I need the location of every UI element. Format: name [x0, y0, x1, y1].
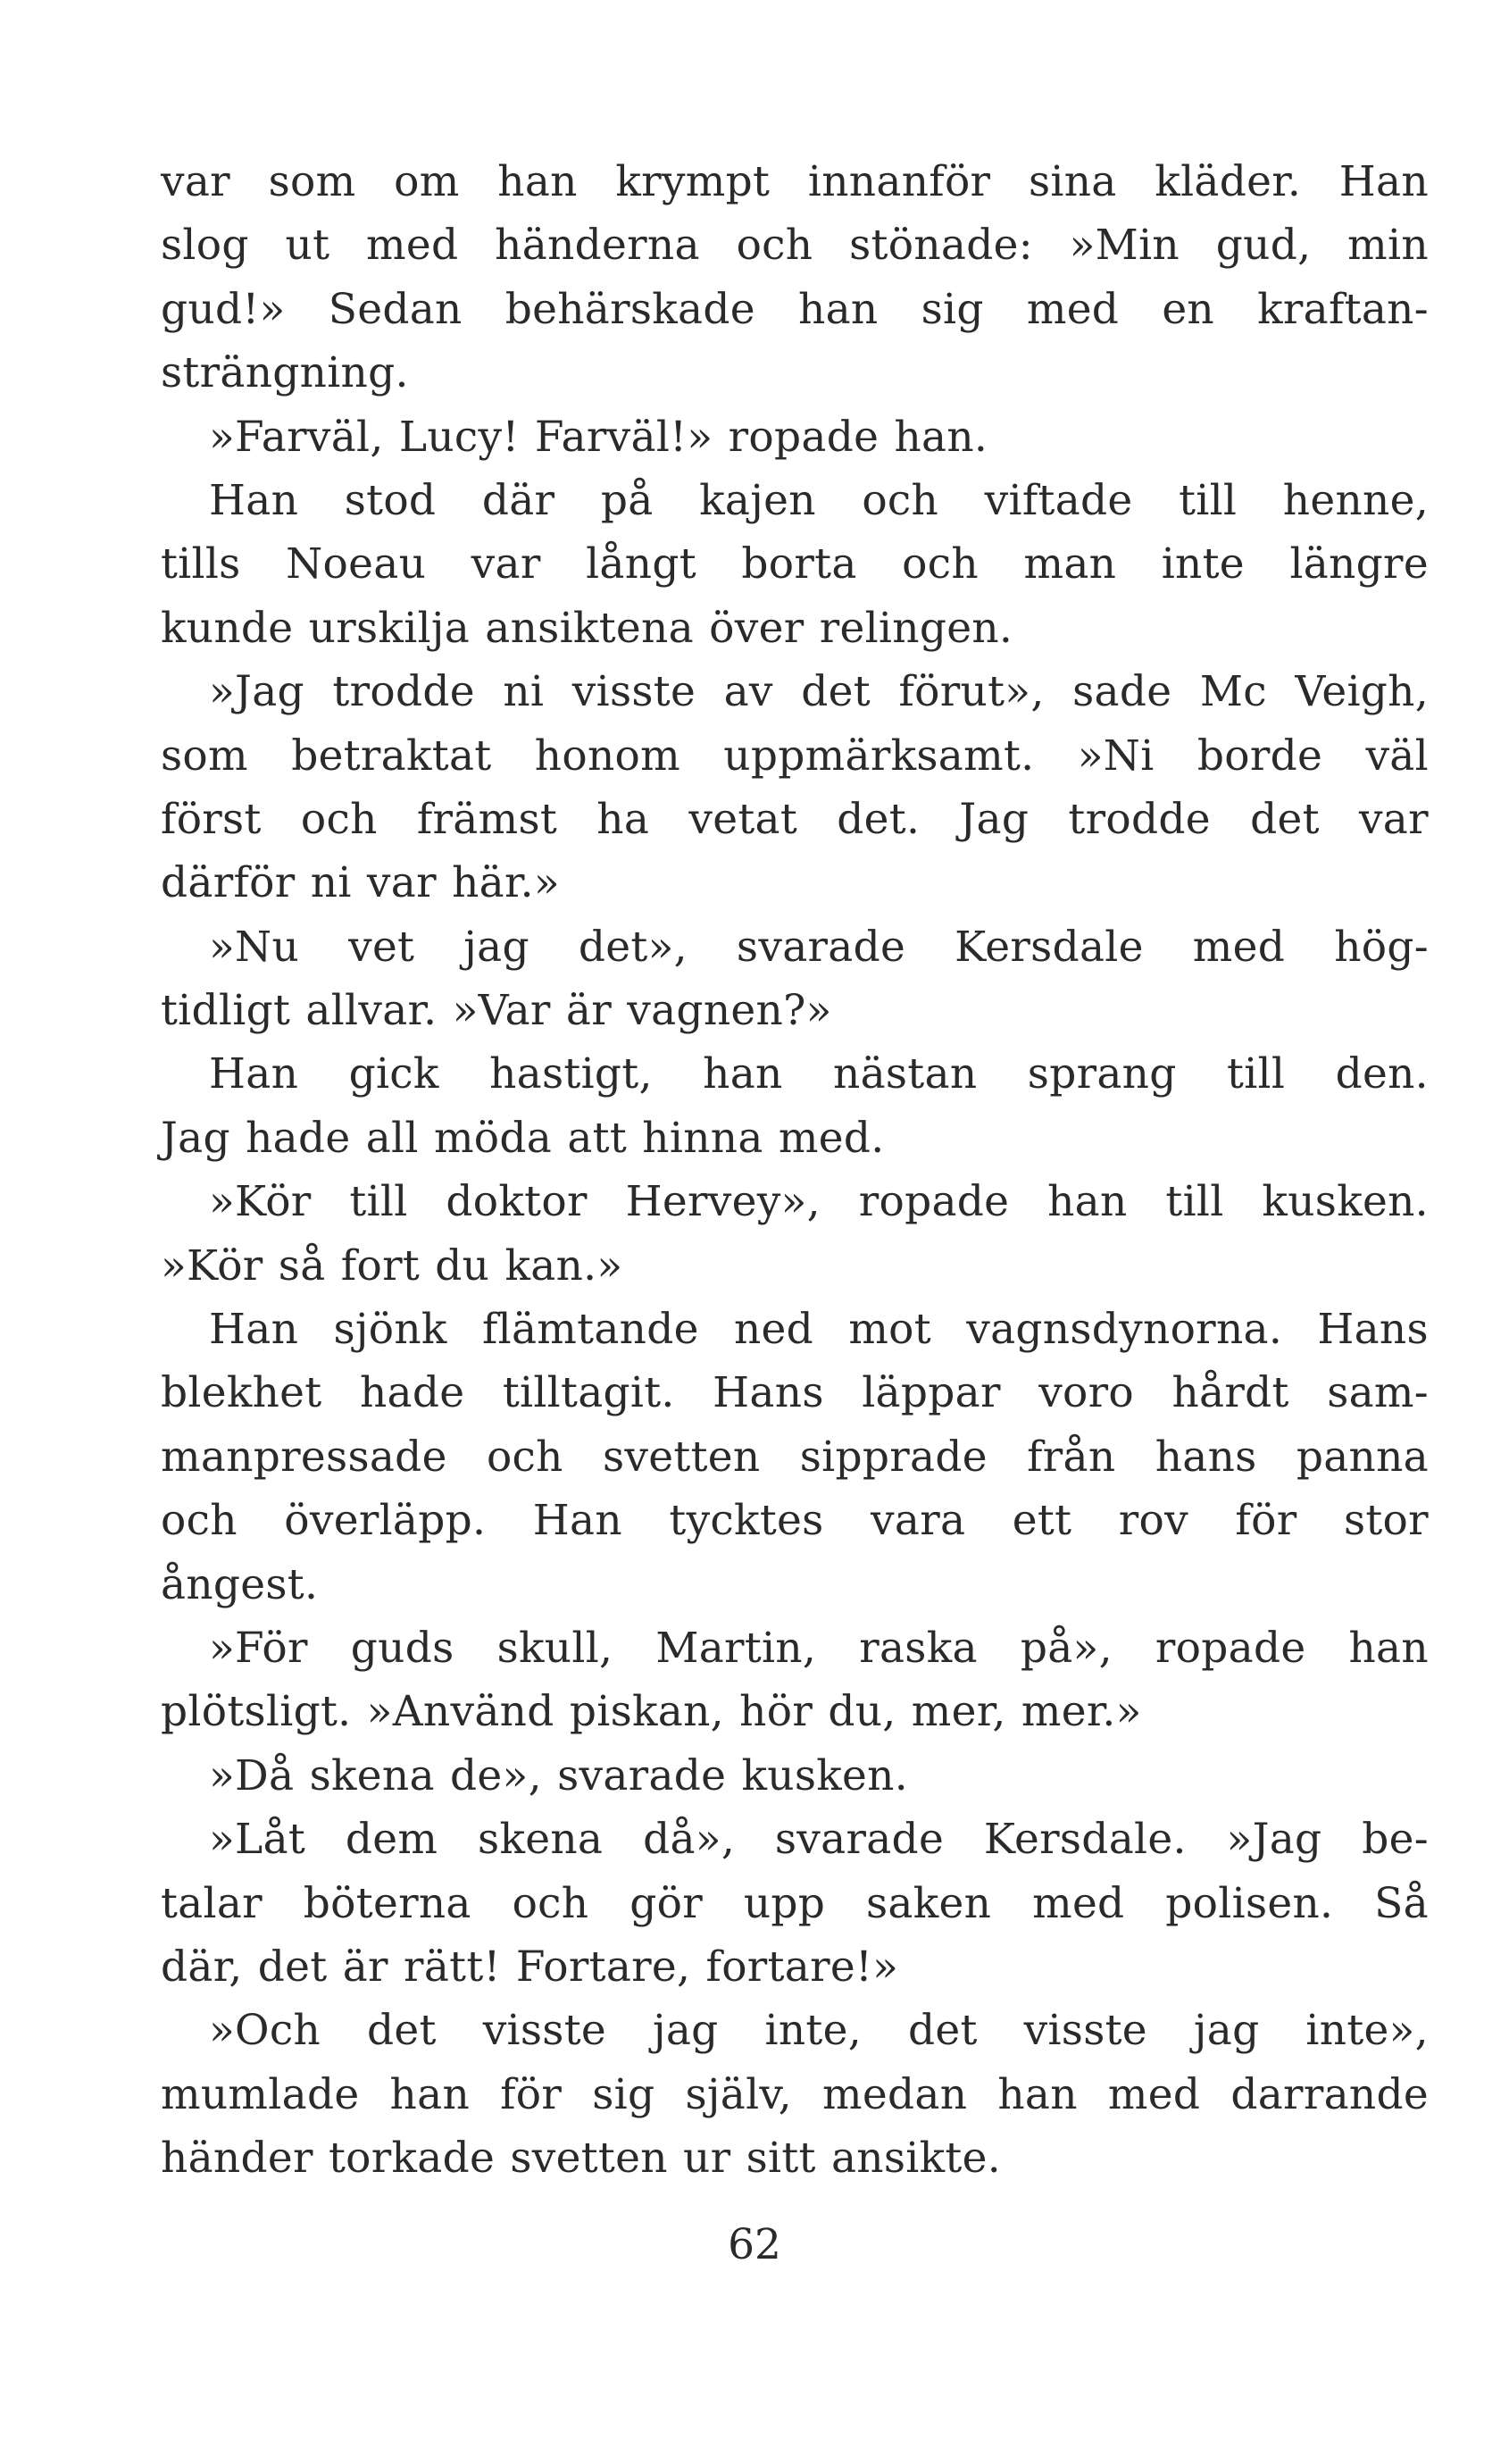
- word: han: [497, 157, 578, 206]
- word: hastigt,: [489, 1049, 653, 1099]
- word: »För: [209, 1623, 308, 1673]
- text-line: [161, 1616, 1429, 1680]
- text-line: [161, 1999, 1429, 2062]
- word: stönade:: [849, 221, 1033, 271]
- word: blekhet: [161, 1368, 322, 1418]
- word: böterna: [303, 1878, 471, 1928]
- text-line: ångest.: [161, 1559, 319, 1609]
- word: som: [268, 157, 356, 206]
- word: det.: [837, 794, 921, 844]
- word: kläder.: [1155, 157, 1302, 206]
- word: »Ni: [1077, 731, 1155, 781]
- word: till: [1179, 475, 1238, 525]
- word: med: [1192, 922, 1286, 972]
- word: stor: [1343, 1496, 1429, 1546]
- word: med: [366, 221, 459, 271]
- word: jag: [463, 922, 529, 972]
- word: själv,: [685, 2069, 792, 2119]
- word: sjönk: [333, 1305, 447, 1355]
- word: sina: [1028, 157, 1117, 206]
- text-line: [161, 1872, 1429, 1935]
- text-line: [161, 724, 1429, 788]
- text-line: därför ni var här.»: [161, 858, 560, 908]
- word: med: [1026, 284, 1120, 334]
- text-line: [161, 1298, 1429, 1361]
- word: henne,: [1282, 475, 1429, 525]
- word: »Jag: [209, 667, 304, 717]
- text-line: »Kör så fort du kan.»: [161, 1240, 623, 1290]
- word: det»,: [578, 922, 688, 972]
- text-line: [161, 278, 1429, 341]
- word: till: [349, 1177, 408, 1227]
- word: Han: [209, 475, 299, 525]
- word: ned: [733, 1305, 814, 1355]
- text-line: där, det är rätt! Fortare, fortare!»: [161, 1942, 899, 1992]
- word: gör: [629, 1878, 703, 1928]
- word: först: [161, 794, 262, 844]
- text-line: kunde urskilja ansiktena över relingen.: [161, 603, 1013, 653]
- word: sam-: [1327, 1368, 1429, 1418]
- word: skull,: [496, 1623, 613, 1673]
- word: han: [1348, 1623, 1429, 1673]
- word: vetat: [688, 794, 798, 844]
- word: han: [703, 1049, 783, 1099]
- word: visste: [571, 667, 696, 717]
- word: och: [902, 539, 979, 589]
- word: och: [486, 1432, 563, 1482]
- word: det: [801, 667, 871, 717]
- word: kajen: [699, 475, 816, 525]
- word: borta: [741, 539, 857, 589]
- word: »Jag: [1226, 1815, 1322, 1865]
- word: raska: [859, 1623, 978, 1673]
- word: på»,: [1020, 1623, 1113, 1673]
- word: och: [161, 1496, 238, 1546]
- word: saken: [866, 1878, 992, 1928]
- word: med: [1032, 1878, 1125, 1928]
- word: darrande: [1230, 2069, 1429, 2119]
- word: överläpp.: [284, 1496, 487, 1546]
- body-text: [161, 150, 1429, 2191]
- word: på: [600, 475, 654, 525]
- word: innanför: [807, 157, 991, 206]
- word: han: [798, 284, 879, 334]
- word: tills: [161, 539, 241, 589]
- word: rov: [1118, 1496, 1188, 1546]
- word: skena: [478, 1815, 604, 1865]
- word: inte: [1161, 539, 1245, 589]
- word: guds: [350, 1623, 454, 1673]
- word: som: [161, 731, 248, 781]
- word: talar: [161, 1878, 263, 1928]
- word: behärskade: [504, 284, 755, 334]
- text-line: [161, 1489, 1429, 1552]
- word: borde: [1196, 731, 1323, 781]
- word: kusken.: [1262, 1177, 1429, 1227]
- word: svarade: [774, 1815, 945, 1865]
- word: jag: [1193, 2006, 1260, 2056]
- word: Noeau: [286, 539, 427, 589]
- word: polisen.: [1165, 1878, 1334, 1928]
- text-line: [161, 1425, 1429, 1489]
- word: Så: [1374, 1878, 1429, 1928]
- word: han: [997, 2069, 1078, 2119]
- word: händerna: [495, 221, 700, 271]
- word: längre: [1289, 539, 1429, 589]
- word: Han: [532, 1496, 622, 1546]
- word: hans: [1155, 1432, 1257, 1482]
- text-line: [161, 915, 1429, 979]
- word: hade: [359, 1368, 465, 1418]
- word: medan: [822, 2069, 968, 2119]
- word: Veigh,: [1295, 667, 1429, 717]
- text-line: strängning.: [161, 348, 409, 398]
- word: inte,: [764, 2006, 862, 2056]
- word: uppmärksamt.: [723, 731, 1035, 781]
- word: han: [1047, 1177, 1128, 1227]
- text-line: händer torkade svetten ur sitt ansikte.: [161, 2134, 1001, 2184]
- word: ropade: [1155, 1623, 1306, 1673]
- text-line: [161, 660, 1429, 723]
- word: hög-: [1334, 922, 1429, 972]
- word: panna: [1296, 1432, 1429, 1482]
- word: svetten: [603, 1432, 761, 1482]
- word: Sedan: [328, 284, 463, 334]
- text-line: [161, 2063, 1429, 2126]
- word: för: [1235, 1496, 1297, 1546]
- word: vet: [348, 922, 415, 972]
- text-line: [161, 788, 1429, 851]
- word: jag: [652, 2006, 719, 2056]
- word: vara: [871, 1496, 966, 1546]
- word: visste: [482, 2006, 607, 2056]
- text-line: [161, 532, 1429, 596]
- word: man: [1023, 539, 1117, 589]
- text-line: plötsligt. »Använd piskan, hör du, mer, mer.»: [161, 1687, 1142, 1737]
- word: min: [1347, 221, 1429, 271]
- word: doktor: [446, 1177, 588, 1227]
- word: »Kör: [209, 1177, 312, 1227]
- word: flämtande: [481, 1305, 699, 1355]
- text-line: [161, 213, 1429, 277]
- word: för: [500, 2069, 563, 2119]
- word: betraktat: [291, 731, 492, 781]
- word: ropade: [858, 1177, 1010, 1227]
- word: främst: [416, 794, 558, 844]
- word: stod: [344, 475, 437, 525]
- word: slog: [161, 221, 249, 271]
- word: förut»,: [898, 667, 1045, 717]
- word: Kersdale: [955, 922, 1144, 972]
- word: sig: [592, 2069, 655, 2119]
- word: av: [723, 667, 773, 717]
- word: upp: [743, 1878, 826, 1928]
- word: från: [1027, 1432, 1116, 1482]
- text-line: »Då skena de», svarade kusken.: [209, 1750, 908, 1800]
- word: visste: [1023, 2006, 1147, 2056]
- text-line: »Farväl, Lucy! Farväl!» ropade han.: [209, 412, 988, 462]
- word: inte»,: [1305, 2006, 1429, 2056]
- word: sprang: [1027, 1049, 1177, 1099]
- word: voro: [1038, 1368, 1135, 1418]
- word: och: [512, 1878, 589, 1928]
- word: trodde: [1068, 794, 1211, 844]
- word: sipprade: [799, 1432, 988, 1482]
- word: Han: [209, 1049, 299, 1099]
- word: gick: [348, 1049, 439, 1099]
- word: läppar: [862, 1368, 1001, 1418]
- word: ha: [596, 794, 650, 844]
- word: var: [1358, 794, 1429, 844]
- page-number: 62: [728, 2220, 781, 2269]
- word: vagnsdynorna.: [966, 1305, 1283, 1355]
- word: hårdt: [1171, 1368, 1289, 1418]
- word: ni: [503, 667, 545, 717]
- word: dem: [345, 1815, 438, 1865]
- word: ett: [1012, 1496, 1072, 1546]
- word: Han: [209, 1305, 299, 1355]
- text-line: [161, 1361, 1429, 1424]
- word: var: [161, 157, 230, 206]
- word: den.: [1335, 1049, 1429, 1099]
- text-line: [161, 1808, 1429, 1871]
- text-line: [161, 469, 1429, 532]
- word: »Min: [1069, 221, 1180, 271]
- word: långt: [586, 539, 696, 589]
- word: kraftan-: [1257, 284, 1429, 334]
- word: »Och: [209, 2006, 321, 2056]
- text-line: Jag hade all möda att hinna med.: [161, 1113, 885, 1163]
- word: viftade: [984, 475, 1133, 525]
- word: Kersdale.: [983, 1815, 1187, 1865]
- word: med: [1107, 2069, 1201, 2119]
- word: honom: [534, 731, 680, 781]
- word: Mc: [1199, 667, 1267, 717]
- word: Hans: [713, 1368, 824, 1418]
- word: och: [736, 221, 813, 271]
- word: sade: [1072, 667, 1172, 717]
- word: tilltagit.: [502, 1368, 675, 1418]
- word: »Låt: [209, 1815, 306, 1865]
- word: Han: [1338, 157, 1429, 206]
- word: det: [1250, 794, 1320, 844]
- word: och: [300, 794, 378, 844]
- word: mumlade: [161, 2069, 360, 2119]
- text-line: tidligt allvar. »Var är vagnen?»: [161, 986, 832, 1036]
- word: till: [1165, 1177, 1224, 1227]
- word: om: [394, 157, 460, 206]
- word: »Nu: [209, 922, 300, 972]
- word: trodde: [332, 667, 475, 717]
- word: nästan: [833, 1049, 978, 1099]
- word: tycktes: [669, 1496, 824, 1546]
- word: gud!»: [161, 284, 286, 334]
- word: då»,: [643, 1815, 736, 1865]
- word: Hans: [1317, 1305, 1429, 1355]
- text-line: [161, 1170, 1429, 1233]
- word: Martin,: [655, 1623, 817, 1673]
- word: till: [1227, 1049, 1286, 1099]
- word: det: [367, 2006, 437, 2056]
- word: var: [471, 539, 541, 589]
- word: Jag: [959, 794, 1030, 844]
- word: där: [481, 475, 555, 525]
- word: han: [389, 2069, 471, 2119]
- word: gud,: [1215, 221, 1312, 271]
- word: Hervey»,: [625, 1177, 821, 1227]
- text-line: [161, 1042, 1429, 1106]
- text-line: [161, 150, 1429, 213]
- word: en: [1162, 284, 1214, 334]
- word: väl: [1365, 731, 1429, 781]
- word: mot: [848, 1305, 931, 1355]
- word: och: [862, 475, 939, 525]
- word: ut: [285, 221, 330, 271]
- word: sig: [921, 284, 984, 334]
- word: be-: [1362, 1815, 1429, 1865]
- word: det: [907, 2006, 978, 2056]
- word: svarade: [736, 922, 906, 972]
- word: krympt: [615, 157, 771, 206]
- word: manpressade: [161, 1432, 447, 1482]
